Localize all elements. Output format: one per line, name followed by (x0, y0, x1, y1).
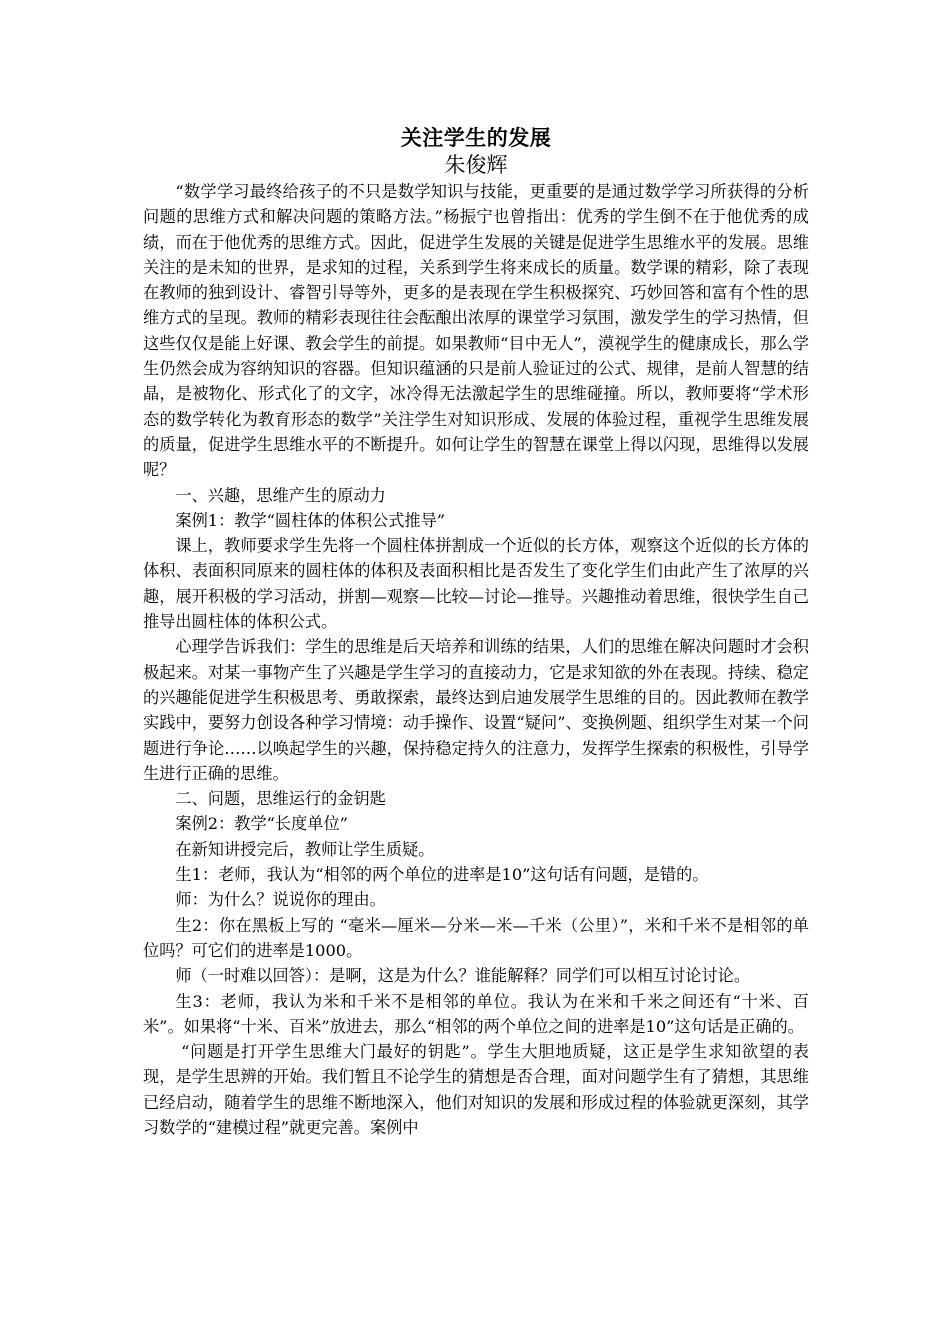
section-heading-questions: 二、问题，思维运行的金钥匙 (175, 789, 386, 809)
intro-paragraph: “数学学习最终给孩子的不只是数学知识与技能，更重要的是通过数学学习所获得的分析问题的思维方式和解决问题的策略方法。”杨振宁也曾指出：优秀的学生倒不在于他优秀的成绩，而在于他优秀的思维方式。因此，促进学生发展的关键是促进学生思维水平的发展。思维关注的是未知的世界，是求知的过程，关系到学生将来成长的质量。数学课的精彩，除了表现在教师的独到设计、睿智引导等外，更多的是表现在学生积极探究、巧妙回答和富有个性的思维方式的呈现。教师的精彩表现往往会酝酿出浓厚的课堂学习氛围，激发学生的学习热情，但这些仅仅是能上好课、教会学生的前提。如果教师“目中无人”，漠视学生的健康成长，那么学生仍然会成为容纳知识的容器。但知识蕴涵的只是前人验证过的公式、规律，是前人智慧的结晶，是被物化、形式化了的文字，冰冷得无法激起学生的思维碰撞。所以，教师要将“学术形态的数学转化为教育形态的数学”关注学生对知识形成、发展的体验过程，重视学生思维发展的质量，促进学生思维水平的不断提升。如何让学生的智慧在课堂上得以闪现，思维得以发展呢？ (143, 182, 809, 480)
section-heading-interest: 一、兴趣，思维产生的原动力 (175, 485, 386, 505)
dialogue-teacher-2: 师（一时难以回答）：是啊，这是为什么？谁能解释？同学们可以相互讨论讨论。 (175, 966, 751, 986)
document-title: 关注学生的发展 (400, 125, 552, 150)
dialogue-student-2: 生2：你在黑板上写的 “毫米—厘米—分米—米—千米（公里）”，米和千米不是相邻的单位吗？可它们的进率是1000。 (143, 915, 809, 960)
psychology-paragraph: 心理学告诉我们：学生的思维是后天培养和训练的结果，人们的思维在解决问题时才会积极起来。对某一事物产生了兴趣是学生学习的直接动力，它是求知欲的外在表现。持续、稳定的兴趣能促进学生积极思考、勇敢探索，最终达到启迪发展学生思维的目的。因此教师在教学实践中，要努力创设各种学习情境：动手操作、设置“疑问”、变换例题、组织学生对某一个问题进行争论……以唤起学生的兴趣，保持稳定持久的注意力，发挥学生探索的积极性，引导学生进行正确的思维。 (143, 637, 809, 783)
dialogue-teacher-1: 师：为什么？说说你的理由。 (175, 890, 386, 910)
dialogue-student-3: 生3：老师，我认为米和千米不是相邻的单位。我认为在米和千米之间还有“十米、百米”。如果将“十米、百米”放进去，那么“相邻的两个单位之间的进率是10”这句话是正确的。 (143, 991, 809, 1036)
document-author: 朱俊辉 (444, 153, 508, 177)
case-1-heading: 案例1：教学“圆柱体的体积公式推导” (175, 510, 446, 530)
case-1-paragraph: 课上，教师要求学生先将一个圆柱体拼割成一个近似的长方体，观察这个近似的长方体的体积、表面积同原来的圆柱体的体积及表面积相比是否发生了变化学生们由此产生了浓厚的兴趣，展开积极的学习活动，拼割—观察—比较—讨论—推导。兴趣推动着思维，很快学生自己推导出圆柱体的体积公式。 (143, 536, 809, 632)
analysis-paragraph: “问题是打开学生思维大门最好的钥匙”。学生大胆地质疑，这正是学生求知欲望的表现，是学生思辨的开始。我们暂且不论学生的猜想是否合理，面对问题学生有了猜想，其思维已经启动，随着学生的思维不断地深入，他们对知识的发展和形成过程的体验就更深刻，其学习数学的“建模过程”就更完善。案例中 (143, 1042, 809, 1137)
case-2-intro: 在新知讲授完后，教师让学生质疑。 (175, 839, 435, 859)
dialogue-student-1: 生1：老师，我认为“相邻的两个单位的进率是10”这句话有问题，是错的。 (175, 865, 709, 885)
case-2-heading: 案例2：教学“长度单位” (175, 814, 348, 834)
document-page (143, 124, 809, 1140)
